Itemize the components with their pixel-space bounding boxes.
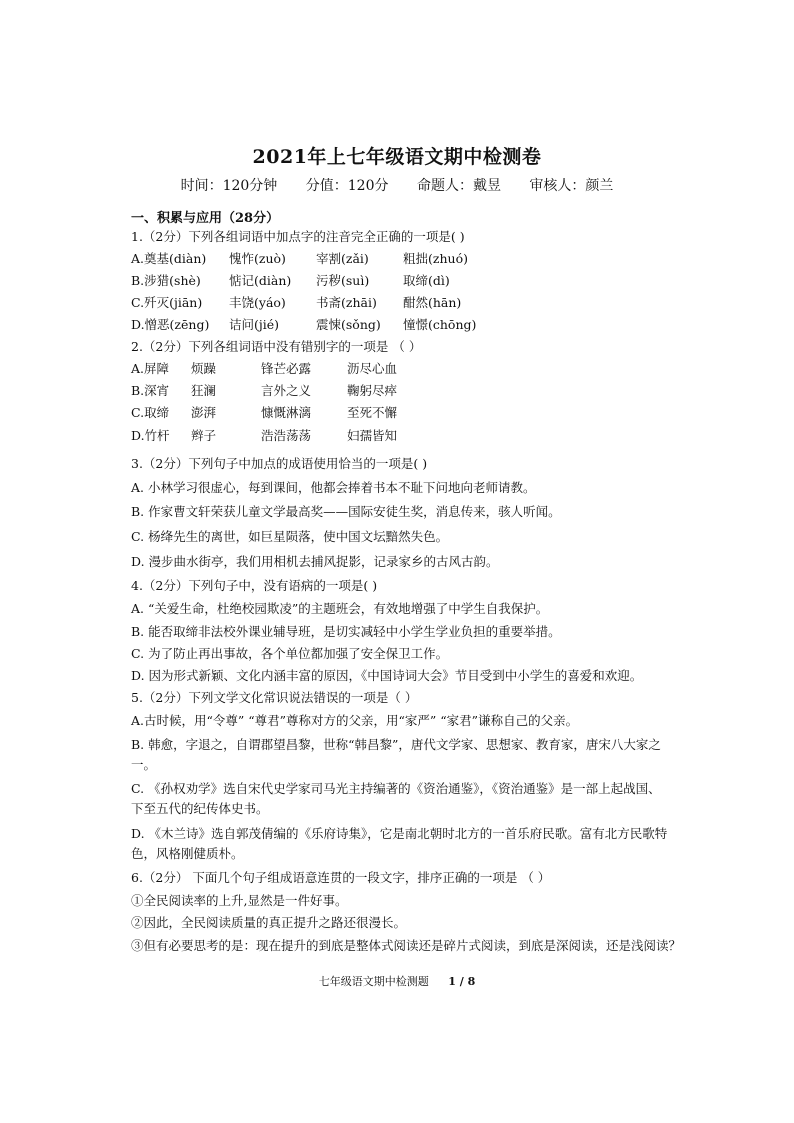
- q5-option: D. 《木兰诗》选自郭茂倩编的《乐府诗集》，它是南北朝时北方的一首乐府民歌。富有北方民歌特色，风格刚健质朴。: [131, 826, 668, 861]
- q2-opt-word: 鞠躬尽瘁: [347, 383, 398, 398]
- q2-opt-word: 狂澜: [191, 383, 217, 398]
- q4-option: D. 因为形式新颖、文化内涵丰富的原因，《中国诗词大会》节目受到中小学生的喜爱和欢迎。: [131, 668, 643, 683]
- q1-opt-word: 酣然(hān): [403, 295, 462, 310]
- exam-meta: [0, 175, 794, 195]
- q6-sentence: ③但有必要思考的是：现在提升的到底是整体式阅读还是碎片式阅读，到底是深阅读，还是浅阅读？: [131, 938, 682, 953]
- q1-opt-word: 取缔(dì): [403, 273, 450, 288]
- q2-opt-word: D.竹杆: [131, 428, 170, 443]
- q3-stem: 3.（2分）下列句子中加点的成语使用恰当的一项是( ): [131, 456, 428, 471]
- q1-opt-word: 污秽(suì): [316, 273, 370, 288]
- page-title: 2021年上七年级语文期中检测卷: [252, 146, 542, 168]
- q1-opt-word: 震悚(sǒng): [316, 317, 381, 332]
- exam-score: 分值：120分: [305, 178, 389, 194]
- exam-reviewer: 审核人：颜兰: [529, 178, 614, 194]
- q1-opt-word: 宰割(zǎi): [316, 251, 369, 266]
- q2-opt-word: 慷慨淋漓: [261, 405, 312, 420]
- q2-opt-word: 妇孺皆知: [347, 428, 398, 443]
- q4-option: B. 能否取缔非法校外课业辅导班，是切实减轻中小学生学业负担的重要举措。: [131, 624, 561, 639]
- q2-opt-word: 澎湃: [191, 405, 217, 420]
- q3-option: A. 小林学习很虚心，每到课间，他都会捧着书本不耻下问地向老师请教。: [131, 480, 536, 495]
- page-footer: [0, 973, 794, 989]
- q5-option: A.古时候，用“令尊” “尊君”尊称对方的父亲，用“家严” “家君”谦称自己的父亲。: [131, 713, 579, 728]
- exam-time: 时间：120分钟: [180, 178, 278, 194]
- q6-stem: 6.（2分） 下面几个句子组成语意连贯的一段文字，排序正确的一项是 （ ）: [131, 870, 551, 885]
- page-number: 1 / 8: [448, 975, 476, 988]
- q1-opt-word: 憧憬(chōng): [403, 317, 477, 332]
- q2-stem: 2.（2分）下列各组词语中没有错别字的一项是 （ ）: [131, 339, 422, 354]
- q2-opt-word: 烦躁: [191, 361, 217, 376]
- q4-option: A. “关爱生命，杜绝校园欺凌”的主题班会，有效地增强了中学生自我保护。: [131, 601, 549, 616]
- q2-opt-word: B.深宵: [131, 383, 170, 398]
- q1-opt-word: D.憎恶(zēng): [131, 317, 210, 332]
- q6-sentence: ②因此，全民阅读质量的真正提升之路还很漫长。: [131, 915, 407, 930]
- q4-option: C. 为了防止再出事故，各个单位都加强了安全保卫工作。: [131, 646, 449, 661]
- q2-opt-word: 锋芒必露: [261, 361, 312, 376]
- q1-opt-word: C.歼灭(jiān): [131, 295, 203, 310]
- q1-opt-word: 粗拙(zhuó): [403, 251, 468, 266]
- q6-sentence: ①全民阅读率的上升,显然是一件好事。: [131, 893, 348, 908]
- q1-opt-word: 惦记(diàn): [229, 273, 292, 288]
- q5-option: C. 《孙权劝学》选自宋代史学家司马光主持编著的《资治通鉴》，《资治通鉴》是一部上起战国、下至五代的纪传体史书。: [131, 781, 661, 816]
- q2-opt-word: C.取缔: [131, 405, 170, 420]
- q1-opt-word: A.奠基(diàn): [131, 251, 207, 266]
- q2-opt-word: A.屏障: [131, 361, 170, 376]
- q3-option: B. 作家曹文轩荣获儿童文学最高奖——国际安徒生奖，消息传来，骇人听闻。: [131, 504, 561, 519]
- q5-stem: 5.（2分）下列文学文化常识说法错误的一项是（ ）: [131, 690, 418, 705]
- q1-opt-word: 丰饶(yáo): [229, 295, 286, 310]
- q3-option: D. 漫步曲水街亭，我们用相机去捕风捉影，记录家乡的古风古韵。: [131, 554, 499, 569]
- q5-option: B. 韩愈，字退之，自谓郡望昌黎，世称“韩昌黎”，唐代文学家、思想家、教育家，唐宋八大家之一。: [131, 737, 661, 772]
- q1-opt-word: 书斋(zhāi): [316, 295, 377, 310]
- q2-opt-word: 辫子: [191, 428, 217, 443]
- section-heading: 一、积累与应用（28分）: [131, 211, 280, 226]
- exam-author: 命题人：戴昱: [416, 178, 501, 194]
- q3-option: C. 杨绛先生的离世，如巨星陨落，使中国文坛黯然失色。: [131, 529, 449, 544]
- q1-stem: 1.（2分）下列各组词语中加点字的注音完全正确的一项是( ): [131, 229, 465, 244]
- q1-opt-word: 愧怍(zuò): [229, 251, 286, 266]
- q2-opt-word: 浩浩荡荡: [261, 428, 312, 443]
- q4-stem: 4.（2分）下列句子中，没有语病的一项是( ): [131, 578, 378, 593]
- q1-opt-word: 诘问(jié): [229, 317, 280, 332]
- q2-opt-word: 言外之义: [261, 383, 312, 398]
- footer-exam-name: 七年级语文期中检测题: [318, 975, 429, 988]
- q1-opt-word: B.涉猎(shè): [131, 273, 201, 288]
- q2-opt-word: 沥尽心血: [347, 361, 398, 376]
- q2-opt-word: 至死不懈: [347, 405, 398, 420]
